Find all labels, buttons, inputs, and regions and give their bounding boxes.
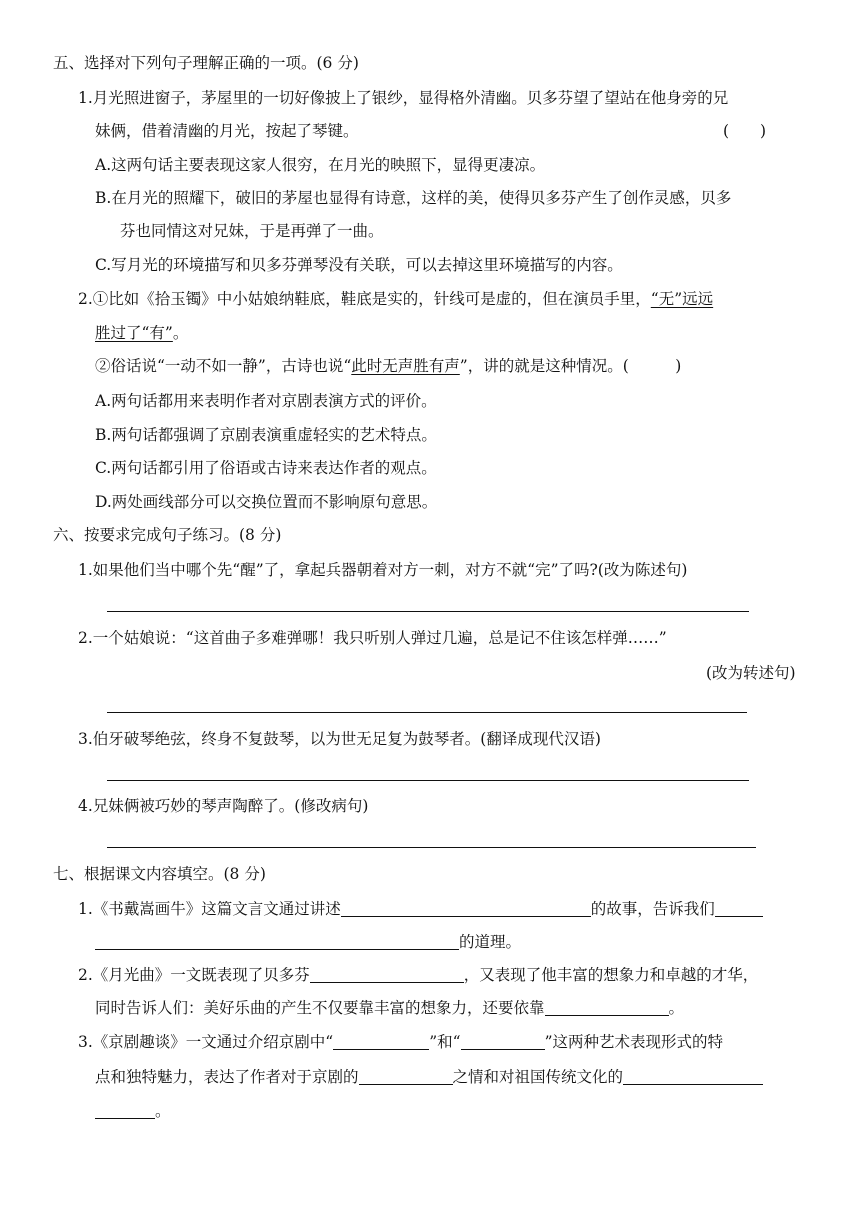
fill-blank[interactable] [310, 966, 464, 983]
q6-4: 4.兄妹俩被巧妙的琴声陶醉了。(修改病句) [78, 797, 369, 815]
fill-blank[interactable] [461, 1033, 545, 1050]
fill-blank[interactable] [95, 933, 459, 950]
q5-2-line1 [78, 288, 713, 310]
answer-line[interactable] [107, 611, 749, 612]
q5-1-option-c: C.写月光的环境描写和贝多芬弹琴没有关联，可以去掉这里环境描写的内容。 [95, 256, 623, 274]
q7-3-text-d: 点和独特魅力，表达了作者对于京剧的 [95, 1068, 359, 1086]
q5-1-option-b-line1: B.在月光的照耀下，破旧的茅屋也显得有诗意，这样的美，使得贝多芬产生了创作灵感，贝多 [95, 189, 732, 207]
q7-2-text-b: ，又表现了他丰富的想象力和卓越的才华， [463, 966, 759, 984]
q7-2-line1 [78, 964, 758, 986]
q7-3-line2 [95, 1066, 763, 1088]
answer-paren[interactable]: ( ) [723, 122, 767, 140]
q6-3: 3.伯牙破琴绝弦，终身不复鼓琴，以为世无足复为鼓琴者。(翻译成现代汉语) [78, 730, 601, 748]
fill-blank[interactable] [359, 1068, 453, 1085]
q5-1-option-a: A.这两句话主要表现这家人很穷，在月光的映照下，显得更凄凉。 [95, 156, 546, 174]
fill-blank[interactable] [341, 900, 591, 917]
q7-3-text-b: ”和“ [429, 1033, 461, 1051]
answer-line[interactable] [107, 780, 749, 781]
q6-2-instruction: (改为转述句) [706, 664, 796, 682]
fill-blank[interactable] [715, 900, 763, 917]
q7-1-line1 [78, 898, 763, 920]
q5-2-option-c: C.两句话都引用了俗语或古诗来表达作者的观点。 [95, 459, 437, 477]
q7-1-line2 [95, 931, 521, 953]
answer-line[interactable] [107, 847, 756, 848]
q7-3-text-f: 。 [155, 1102, 171, 1120]
q5-1-line1: 1.月光照进窗子，茅屋里的一切好像披上了银纱，显得格外清幽。贝多芬望了望站在他身旁的兄 [78, 89, 729, 107]
q5-2-option-b: B.两句话都强调了京剧表演重虚轻实的艺术特点。 [95, 426, 437, 444]
q5-2-line3-a: ②俗话说“一动不如一静”，古诗也说“ [95, 357, 352, 375]
q7-2-text-c: 同时告诉人们：美好乐曲的产生不仅要靠丰富的想象力，还要依靠 [95, 999, 545, 1017]
q6-2: 2.一个姑娘说：“这首曲子多难弹哪！我只听别人弹过几遍，总是记不住该怎样弹……” [78, 629, 667, 647]
section-6-title: 六、按要求完成句子练习。(8 分) [53, 526, 282, 544]
q5-2-line1-text: 2.①比如《拾玉镯》中小姑娘纳鞋底，鞋底是实的，针线可是虚的，但在演员手里， [78, 290, 651, 308]
underlined-phrase-cont: 胜过了“有” [95, 324, 173, 342]
q7-3-text-c: ”这两种艺术表现形式的特 [544, 1033, 724, 1051]
section-7-title: 七、根据课文内容填空。(8 分) [53, 865, 266, 883]
fill-blank[interactable] [623, 1068, 763, 1085]
q5-1-option-b-line2: 芬也同情这对兄妹，于是再弹了一曲。 [120, 222, 384, 240]
q7-1-text-c: 的道理。 [459, 933, 522, 951]
fill-blank[interactable] [545, 999, 669, 1016]
q5-2-option-a: A.两句话都用来表明作者对京剧表演方式的评价。 [95, 392, 437, 410]
q5-2-line3 [95, 355, 681, 377]
q7-2-line2 [95, 997, 684, 1019]
q5-2-line2 [95, 322, 188, 344]
q7-1-text-b: 的故事，告诉我们 [590, 900, 715, 918]
q7-2-text-d: 。 [668, 999, 685, 1017]
fill-blank[interactable] [333, 1033, 429, 1050]
q5-2-option-d: D.两处画线部分可以交换位置而不影响原句意思。 [95, 493, 438, 511]
q7-3-line3 [95, 1100, 171, 1122]
q7-1-text-a: 1.《书戴嵩画牛》这篇文言文通过讲述 [78, 900, 341, 918]
answer-line[interactable] [107, 712, 747, 713]
fill-blank[interactable] [95, 1102, 155, 1119]
q7-3-line1 [78, 1031, 723, 1053]
q5-1-line2: 妹俩，借着清幽的月光，按起了琴键。 [95, 122, 359, 140]
q5-2-line3-b[interactable]: ”，讲的就是这种情况。( ) [459, 357, 682, 375]
q5-2-line2-end: 。 [172, 324, 189, 342]
section-5-title: 五、选择对下列句子理解正确的一项。(6 分) [53, 54, 359, 72]
q6-1: 1.如果他们当中哪个先“醒”了，拿起兵器朝着对方一刺，对方不就“完”了吗?(改为陈述句) [78, 561, 688, 579]
q7-3-text-e: 之情和对祖国传统文化的 [452, 1068, 624, 1086]
underlined-poem: 此时无声胜有声 [351, 357, 460, 375]
q7-3-text-a: 3.《京剧趣谈》一文通过介绍京剧中“ [78, 1033, 334, 1051]
underlined-phrase: “无”远远 [650, 290, 714, 308]
q7-2-text-a: 2.《月光曲》一文既表现了贝多芬 [78, 966, 310, 984]
